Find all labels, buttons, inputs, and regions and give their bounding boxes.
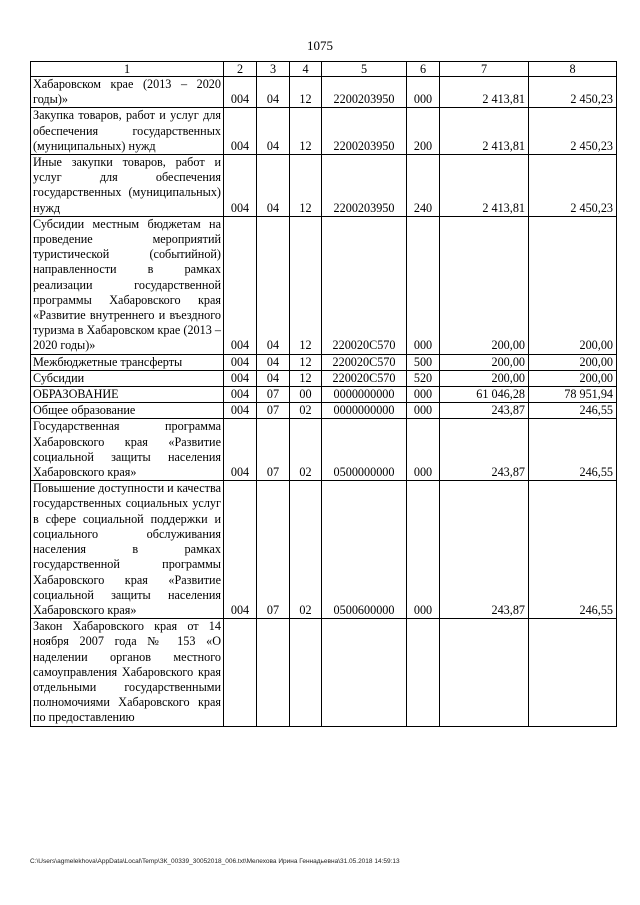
subsection-code: 12 bbox=[290, 216, 322, 354]
ministry-code: 004 bbox=[224, 77, 257, 108]
row-description: Государственная программа Хабаровского края «Развитие социальной защиты населения Хабаровского края» bbox=[31, 419, 224, 481]
row-description: Закон Хабаровского края от 14 ноября 2007 года № 153 «О наделении органов местного самоуправления Хабаровского края отдельными государственными полномочиями Хабаровского края по предоставлению bbox=[31, 619, 224, 726]
target-article-code: 0000000000 bbox=[322, 387, 407, 403]
ministry-code bbox=[224, 619, 257, 726]
amount-year-1 bbox=[440, 619, 529, 726]
amount-year-2: 246,55 bbox=[529, 419, 617, 481]
row-description: Межбюджетные трансферты bbox=[31, 354, 224, 370]
target-article-code: 220020С570 bbox=[322, 370, 407, 386]
header-cell: 2 bbox=[224, 62, 257, 77]
ministry-code: 004 bbox=[224, 370, 257, 386]
subsection-code: 02 bbox=[290, 403, 322, 419]
expense-type-code: 520 bbox=[407, 370, 440, 386]
section-code: 04 bbox=[257, 155, 290, 217]
amount-year-2: 200,00 bbox=[529, 216, 617, 354]
header-cell: 5 bbox=[322, 62, 407, 77]
section-code: 04 bbox=[257, 108, 290, 155]
amount-year-1: 200,00 bbox=[440, 354, 529, 370]
row-description: Субсидии bbox=[31, 370, 224, 386]
section-code: 07 bbox=[257, 387, 290, 403]
table-row bbox=[31, 155, 617, 217]
amount-year-1: 61 046,28 bbox=[440, 387, 529, 403]
subsection-code bbox=[290, 619, 322, 726]
table-row bbox=[31, 419, 617, 481]
target-article-code: 0500600000 bbox=[322, 481, 407, 619]
amount-year-1: 2 413,81 bbox=[440, 77, 529, 108]
subsection-code: 02 bbox=[290, 419, 322, 481]
file-path-footer: C:\Users\agmelekhova\AppData\Local\Temp\ЗК_00339_30052018_006.txt\Мелехова Ирина Геннадьевна\31.05.2018 14:59:13 bbox=[30, 858, 400, 865]
header-cell: 6 bbox=[407, 62, 440, 77]
header-cell: 3 bbox=[257, 62, 290, 77]
amount-year-2: 2 450,23 bbox=[529, 108, 617, 155]
amount-year-2: 78 951,94 bbox=[529, 387, 617, 403]
subsection-code: 02 bbox=[290, 481, 322, 619]
section-code: 04 bbox=[257, 77, 290, 108]
page-number: 1075 bbox=[307, 38, 333, 53]
amount-year-1: 200,00 bbox=[440, 370, 529, 386]
budget-table bbox=[30, 61, 617, 727]
ministry-code: 004 bbox=[224, 108, 257, 155]
expense-type-code: 000 bbox=[407, 77, 440, 108]
row-description: Иные закупки товаров, работ и услуг для обеспечения государственных (муниципальных) нужд bbox=[31, 155, 224, 217]
subsection-code: 12 bbox=[290, 108, 322, 155]
target-article-code bbox=[322, 619, 407, 726]
expense-type-code: 500 bbox=[407, 354, 440, 370]
section-code: 07 bbox=[257, 403, 290, 419]
section-code: 04 bbox=[257, 370, 290, 386]
section-code bbox=[257, 619, 290, 726]
table-row bbox=[31, 216, 617, 354]
target-article-code: 220020С570 bbox=[322, 354, 407, 370]
target-article-code: 0500000000 bbox=[322, 419, 407, 481]
row-description: ОБРАЗОВАНИЕ bbox=[31, 387, 224, 403]
section-code: 07 bbox=[257, 481, 290, 619]
expense-type-code: 000 bbox=[407, 403, 440, 419]
expense-type-code: 240 bbox=[407, 155, 440, 217]
amount-year-2: 200,00 bbox=[529, 354, 617, 370]
amount-year-1: 2 413,81 bbox=[440, 108, 529, 155]
subsection-code: 12 bbox=[290, 354, 322, 370]
target-article-code: 2200203950 bbox=[322, 155, 407, 217]
row-description: Закупка товаров, работ и услуг для обеспечения государственных (муниципальных) нужд bbox=[31, 108, 224, 155]
table-row bbox=[31, 108, 617, 155]
target-article-code: 220020С570 bbox=[322, 216, 407, 354]
expense-type-code: 000 bbox=[407, 419, 440, 481]
subsection-code: 12 bbox=[290, 370, 322, 386]
expense-type-code: 000 bbox=[407, 387, 440, 403]
ministry-code: 004 bbox=[224, 419, 257, 481]
row-description: Общее образование bbox=[31, 403, 224, 419]
section-code: 04 bbox=[257, 354, 290, 370]
amount-year-1: 243,87 bbox=[440, 419, 529, 481]
amount-year-1: 2 413,81 bbox=[440, 155, 529, 217]
ministry-code: 004 bbox=[224, 481, 257, 619]
table-row bbox=[31, 354, 617, 370]
target-article-code: 2200203950 bbox=[322, 77, 407, 108]
subsection-code: 12 bbox=[290, 155, 322, 217]
ministry-code: 004 bbox=[224, 403, 257, 419]
expense-type-code: 000 bbox=[407, 481, 440, 619]
header-cell: 4 bbox=[290, 62, 322, 77]
amount-year-2: 2 450,23 bbox=[529, 155, 617, 217]
table-row bbox=[31, 77, 617, 108]
amount-year-2: 200,00 bbox=[529, 370, 617, 386]
target-article-code: 0000000000 bbox=[322, 403, 407, 419]
section-code: 07 bbox=[257, 419, 290, 481]
ministry-code: 004 bbox=[224, 155, 257, 217]
table-row bbox=[31, 387, 617, 403]
ministry-code: 004 bbox=[224, 216, 257, 354]
ministry-code: 004 bbox=[224, 354, 257, 370]
row-description: Субсидии местным бюджетам на проведение мероприятий туристической (событийной) направленности в рамках реализации государственной программы Хабаровского края «Развитие внутреннего и въездного туризма в Хабаровском крае (2013 – 2020 годы)» bbox=[31, 216, 224, 354]
subsection-code: 00 bbox=[290, 387, 322, 403]
expense-type-code: 200 bbox=[407, 108, 440, 155]
ministry-code: 004 bbox=[224, 387, 257, 403]
table-row bbox=[31, 481, 617, 619]
amount-year-2 bbox=[529, 619, 617, 726]
header-cell: 1 bbox=[31, 62, 224, 77]
amount-year-1: 200,00 bbox=[440, 216, 529, 354]
table-row bbox=[31, 619, 617, 726]
amount-year-1: 243,87 bbox=[440, 481, 529, 619]
section-code: 04 bbox=[257, 216, 290, 354]
expense-type-code: 000 bbox=[407, 216, 440, 354]
table-row bbox=[31, 403, 617, 419]
expense-type-code bbox=[407, 619, 440, 726]
row-description: Хабаровском крае (2013 – 2020 годы)» bbox=[31, 77, 224, 108]
row-description: Повышение доступности и качества государственных социальных услуг в сфере социальной поддержки и социального обслуживания населения в рамках государственной программы Хабаровского края «Развитие социальной защиты населения Хабаровского края» bbox=[31, 481, 224, 619]
amount-year-2: 246,55 bbox=[529, 481, 617, 619]
header-row bbox=[31, 62, 617, 77]
header-cell: 8 bbox=[529, 62, 617, 77]
amount-year-1: 243,87 bbox=[440, 403, 529, 419]
table-row bbox=[31, 370, 617, 386]
header-cell: 7 bbox=[440, 62, 529, 77]
target-article-code: 2200203950 bbox=[322, 108, 407, 155]
amount-year-2: 246,55 bbox=[529, 403, 617, 419]
amount-year-2: 2 450,23 bbox=[529, 77, 617, 108]
subsection-code: 12 bbox=[290, 77, 322, 108]
